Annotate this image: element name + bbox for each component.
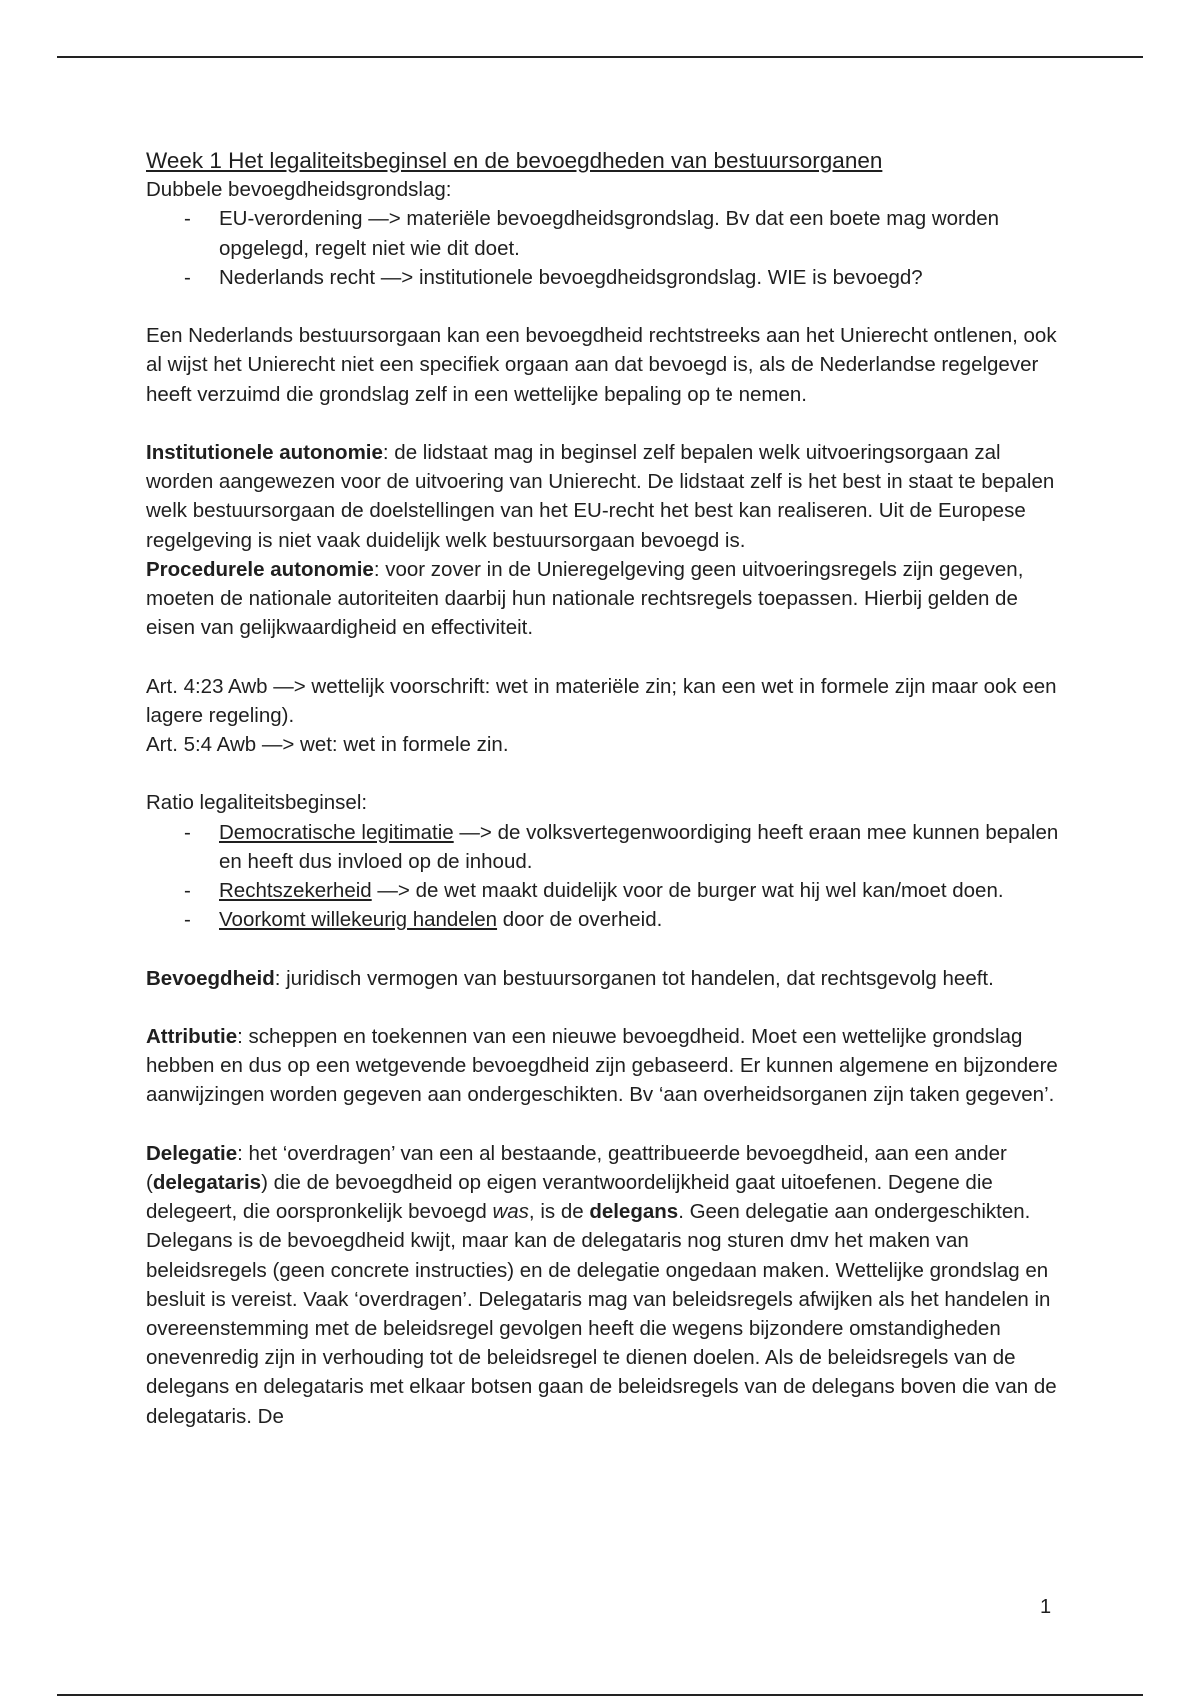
term: Bevoegdheid: [146, 966, 275, 990]
bevoegdheid-paragraph: Bevoegdheid: juridisch vermogen van bestuursorganen tot handelen, dat rechtsgevolg heeft.: [146, 966, 994, 990]
list-item: - EU-verordening —> materiële bevoegdheidsgrondslag. Bv dat een boete mag worden opgelegd, regelt niet wie dit doet.: [146, 204, 1066, 262]
term: Institutionele autonomie: [146, 441, 383, 464]
document-body: [146, 146, 1066, 1431]
institutionele-paragraph: Institutionele autonomie: de lidstaat mag in beginsel zelf bepalen welk uitvoeringsorgaan zal worden aangewezen voor de uitvoering van Unierecht. De lidstaat zelf is het best in staat te bepalen welk bestuursorgaan de doelstellingen van het EU-recht het best kan realiseren. Uit de Europese regelgeving is niet vaak duidelijk welk bestuursorgaan bevoegd is.: [146, 441, 1055, 552]
header-rule: [57, 56, 1143, 58]
dubbele-list: [146, 204, 1066, 292]
dubbele-heading: Dubbele bevoegdheidsgrondslag:: [146, 178, 452, 202]
term: Attributie: [146, 1025, 238, 1048]
list-item: - Nederlands recht —> institutionele bevoegdheidsgrondslag. WIE is bevoegd?: [146, 263, 1066, 292]
footer-rule: [57, 1694, 1143, 1696]
unierecht-paragraph: Een Nederlands bestuursorgaan kan een bevoegdheid rechtstreeks aan het Unierecht ontlenen, ook al wijst het Unierecht niet een specifiek orgaan aan dat bevoegd is, als de Nederlandse regelgever heeft verzuimd die grondslag zelf in een wettelijke bepaling op te nemen.: [146, 324, 1057, 406]
list-item: - Rechtszekerheid —> de wet maakt duidelijk voor de burger wat hij wel kan/moet doen.: [146, 876, 1066, 905]
list-item: - Voorkomt willekeurig handelen door de overheid.: [146, 905, 1066, 934]
page-title: Week 1 Het legaliteitsbeginsel en de bevoegdheden van bestuursorganen: [146, 148, 883, 173]
term: delegans: [589, 1200, 679, 1224]
art-5-4-paragraph: Art. 5:4 Awb —> wet: wet in formele zin.: [146, 733, 509, 757]
attributie-paragraph: Attributie: scheppen en toekennen van een nieuwe bevoegdheid. Moet een wettelijke grondslag hebben en dus op een wetgevende bevoegdheid zijn gebaseerd. Er kunnen algemene en bijzondere aanwijzingen worden gegeven aan ondergeschikten. Bv ‘aan overheidsorganen zijn taken gegeven’.: [146, 1025, 1058, 1107]
procedurele-paragraph: Procedurele autonomie: voor zover in de Unieregelgeving geen uitvoeringsregels zijn gegeven, moeten de nationale autoriteiten daarbij hun nationale rechtsregels toepassen. Hierbij gelden de eisen van gelijkwaardigheid en effectiviteit.: [146, 557, 1024, 640]
art-4-23-paragraph: Art. 4:23 Awb —> wettelijk voorschrift: wet in materiële zin; kan een wet in formele zijn maar ook een lagere regeling).: [146, 674, 1057, 727]
ratio-heading: Ratio legaliteitsbeginsel:: [146, 791, 368, 815]
ratio-list: [146, 818, 1066, 935]
list-item: - Democratische legitimatie —> de volksvertegenwoordiging heeft eraan mee kunnen bepalen en heeft dus invloed op de inhoud.: [146, 818, 1066, 876]
page-number: 1: [1040, 1596, 1052, 1618]
delegatie-paragraph: Delegatie: het ‘overdragen’ van een al bestaande, geattribueerde bevoegdheid, aan een ander (delegataris) die de bevoegdheid op eigen verantwoordelijkheid gaat uitoefenen. Degene die delegeert, die oorspronkelijk bevoegd was, is de delegans. Geen delegatie aan ondergeschikten. Delegans is de bevoegdheid kwijt, maar kan de delegataris nog sturen dmv het maken van beleidsregels (geen concrete instructies) en de delegatie ongedaan maken. Wettelijke grondslag en besluit is vereist. Vaak ‘overdragen’. Delegataris mag van beleidsregels afwijken als het handelen in overeenstemming met de beleidsregel gevolgen heeft die wegens bijzondere omstandigheden onevenredig zijn in verhouding tot de beleidsregel te dienen doelen. Als de beleidsregels van de delegans en delegataris met elkaar botsen gaan de beleidsregels van de delegans boven die van de delegataris. De: [146, 1141, 1057, 1428]
term: Delegatie: [146, 1141, 238, 1165]
term: delegataris: [152, 1171, 262, 1194]
term: Procedurele autonomie: [146, 557, 374, 581]
